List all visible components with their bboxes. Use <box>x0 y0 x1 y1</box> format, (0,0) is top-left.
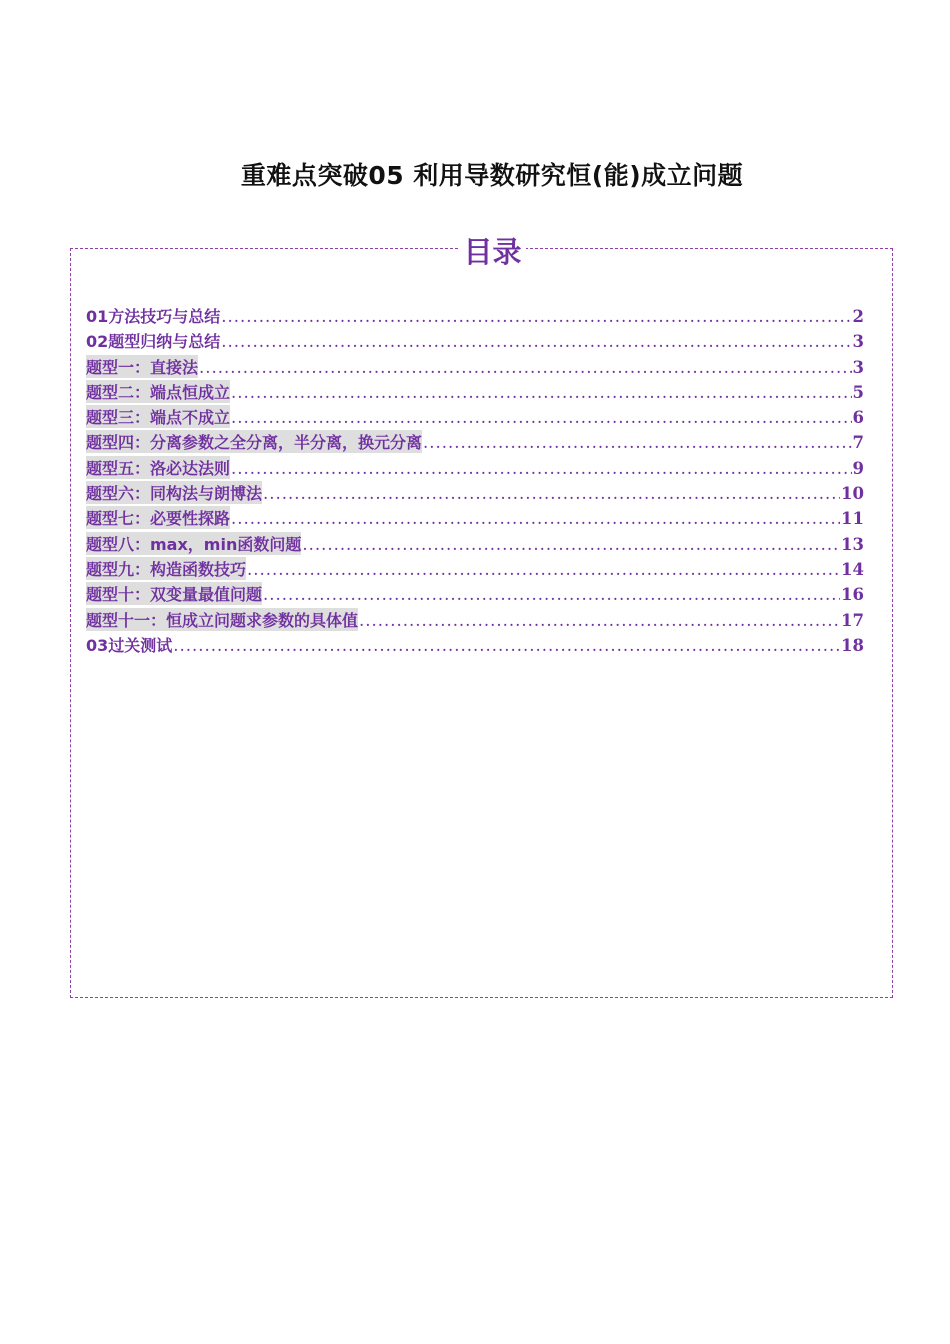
toc-entry-page-number: 3 <box>852 332 864 352</box>
toc-entry-label: 题型一：直接法 <box>86 355 198 378</box>
toc-frame <box>70 235 893 998</box>
toc-entry[interactable] <box>86 633 864 658</box>
toc-dot-leader <box>231 459 852 478</box>
toc-entry-page-number: 9 <box>852 458 864 478</box>
toc-entry[interactable] <box>86 329 864 354</box>
toc-entry-page-number: 7 <box>852 433 864 453</box>
toc-entry[interactable] <box>86 380 864 405</box>
toc-dot-leader <box>221 307 851 326</box>
toc-entry-label: 题型二：端点恒成立 <box>86 380 230 403</box>
toc-dot-leader <box>221 332 851 351</box>
toc-entry[interactable] <box>86 506 864 531</box>
toc-entry-label: 题型十：双变量最值问题 <box>86 582 262 605</box>
toc-entry-page-number: 13 <box>841 534 864 554</box>
document-title: 重难点突破05 利用导数研究恒(能)成立问题 <box>240 161 744 190</box>
toc-entry-page-number: 6 <box>852 408 864 428</box>
toc-entry[interactable] <box>86 405 864 430</box>
toc-entry-label: 03过关测试 <box>86 635 173 655</box>
toc-dot-leader <box>263 585 840 604</box>
toc-entry-page-number: 10 <box>841 484 864 504</box>
toc-entry[interactable] <box>86 430 864 455</box>
toc-entry-label: 题型四：分离参数之全分离，半分离，换元分离 <box>86 430 422 453</box>
toc-entry-label: 题型六：同构法与朗博法 <box>86 481 262 504</box>
toc-entry-page-number: 11 <box>841 509 864 529</box>
toc-entry[interactable] <box>86 582 864 607</box>
toc-heading-text: 目录 <box>459 235 525 269</box>
toc-entry-page-number: 16 <box>841 585 864 605</box>
toc-entry[interactable] <box>86 456 864 481</box>
toc-dot-leader <box>423 433 852 452</box>
toc-dot-leader <box>199 358 852 377</box>
toc-entry-label: 题型十一：恒成立问题求参数的具体值 <box>86 608 358 631</box>
toc-entry-label: 题型五：洛必达法则 <box>86 456 230 479</box>
toc-entry-page-number: 2 <box>852 307 864 326</box>
toc-entry-label: 题型三：端点不成立 <box>86 405 230 428</box>
toc-entry[interactable] <box>86 608 864 633</box>
toc-entry-label: 02题型归纳与总结 <box>86 332 221 352</box>
toc-dot-leader <box>231 408 852 427</box>
toc-entry-label: 01方法技巧与总结 <box>86 307 221 326</box>
toc-entry[interactable] <box>86 481 864 506</box>
toc-dot-leader <box>231 509 840 528</box>
toc-dot-leader <box>173 636 840 655</box>
toc-entry-label: 题型七：必要性探路 <box>86 506 230 529</box>
toc-dot-leader <box>302 535 840 554</box>
toc-dot-leader <box>263 484 840 503</box>
toc-entry[interactable] <box>86 557 864 582</box>
toc-entry-page-number: 18 <box>841 635 864 655</box>
toc-entry-page-number: 17 <box>841 610 864 630</box>
toc-entry[interactable] <box>86 355 864 380</box>
toc-entry-page-number: 5 <box>852 382 864 402</box>
toc-entry[interactable] <box>86 304 864 329</box>
toc-entry-label: 题型八：max，min函数问题 <box>86 532 301 555</box>
toc-entry[interactable] <box>86 532 864 557</box>
toc-entry-page-number: 3 <box>852 357 864 377</box>
toc-list <box>86 304 864 658</box>
toc-entry-label: 题型九：构造函数技巧 <box>86 557 246 580</box>
toc-dot-leader <box>247 560 840 579</box>
toc-dot-leader <box>359 611 840 630</box>
toc-dot-leader <box>231 383 852 402</box>
toc-entry-page-number: 14 <box>841 559 864 579</box>
toc-heading <box>71 235 914 269</box>
